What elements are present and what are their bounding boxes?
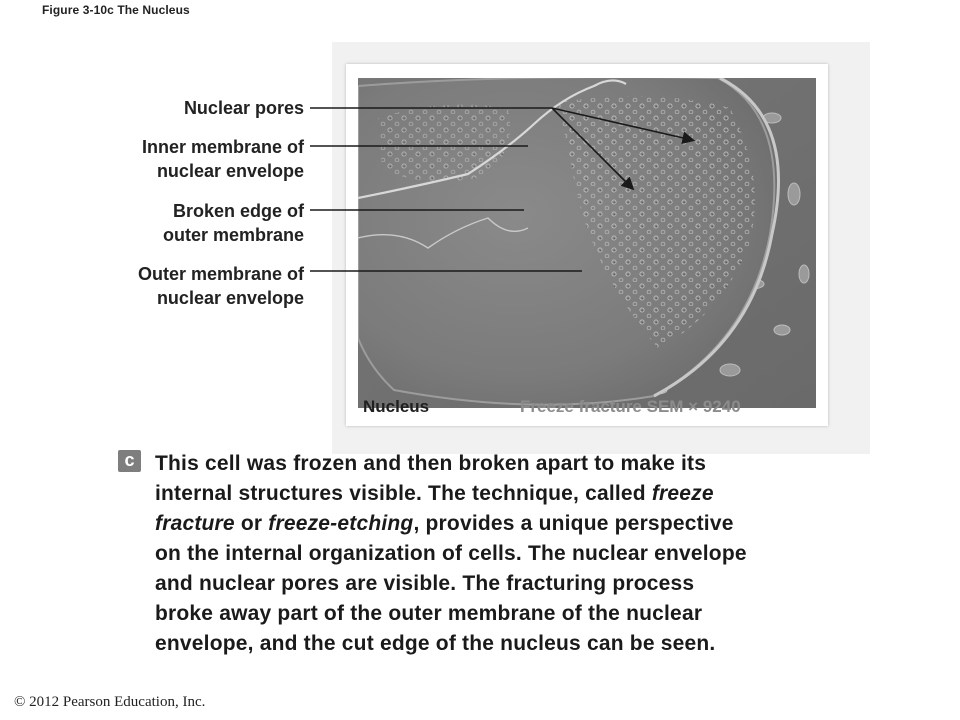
figure-title: Figure 3-10c The Nucleus [42,3,190,17]
label-broken-edge-line2: outer membrane [162,225,304,245]
micrograph-caption-magnification: Freeze fracture SEM × 9240 [520,397,741,416]
description-line-2-start: internal structures visible. The technique, called [155,482,652,505]
copyright-notice: © 2012 Pearson Education, Inc. [14,694,206,710]
description-line-3-or: or [234,512,269,535]
term-freeze-etching: freeze-etching [268,512,414,535]
description-line-3-end: , provides a unique perspective [413,512,734,535]
description-line-4: on the internal organization of cells. The nuclear envelope [155,542,747,565]
description-line-7: envelope, and the cut edge of the nucleus can be seen. [155,632,716,655]
label-nuclear-pores-text: Nuclear pores [183,98,304,118]
label-inner-membrane-line2: nuclear envelope [156,161,304,181]
panel-description [155,449,875,659]
description-line-5: and nuclear pores are visible. The fracturing process [155,572,695,595]
description-line-6: broke away part of the outer membrane of the nuclear [155,602,703,625]
micrograph-caption-nucleus: Nucleus [363,397,430,416]
label-broken-edge-line1: Broken edge of [172,201,304,221]
label-outer-membrane-line2: nuclear envelope [156,288,304,308]
term-freeze: freeze [651,482,714,505]
leader-arrow-pores-a [552,108,692,140]
description-line-2 [155,479,875,509]
term-fracture: fracture [155,512,235,535]
panel-badge: c [118,450,141,472]
leader-arrow-pores-b [552,108,632,188]
description-line-3 [155,509,875,539]
label-outer-membrane-line1: Outer membrane of [137,264,304,284]
description-line-1: This cell was frozen and then broken apart to make its [155,452,707,475]
label-inner-membrane-line1: Inner membrane of [141,137,304,157]
